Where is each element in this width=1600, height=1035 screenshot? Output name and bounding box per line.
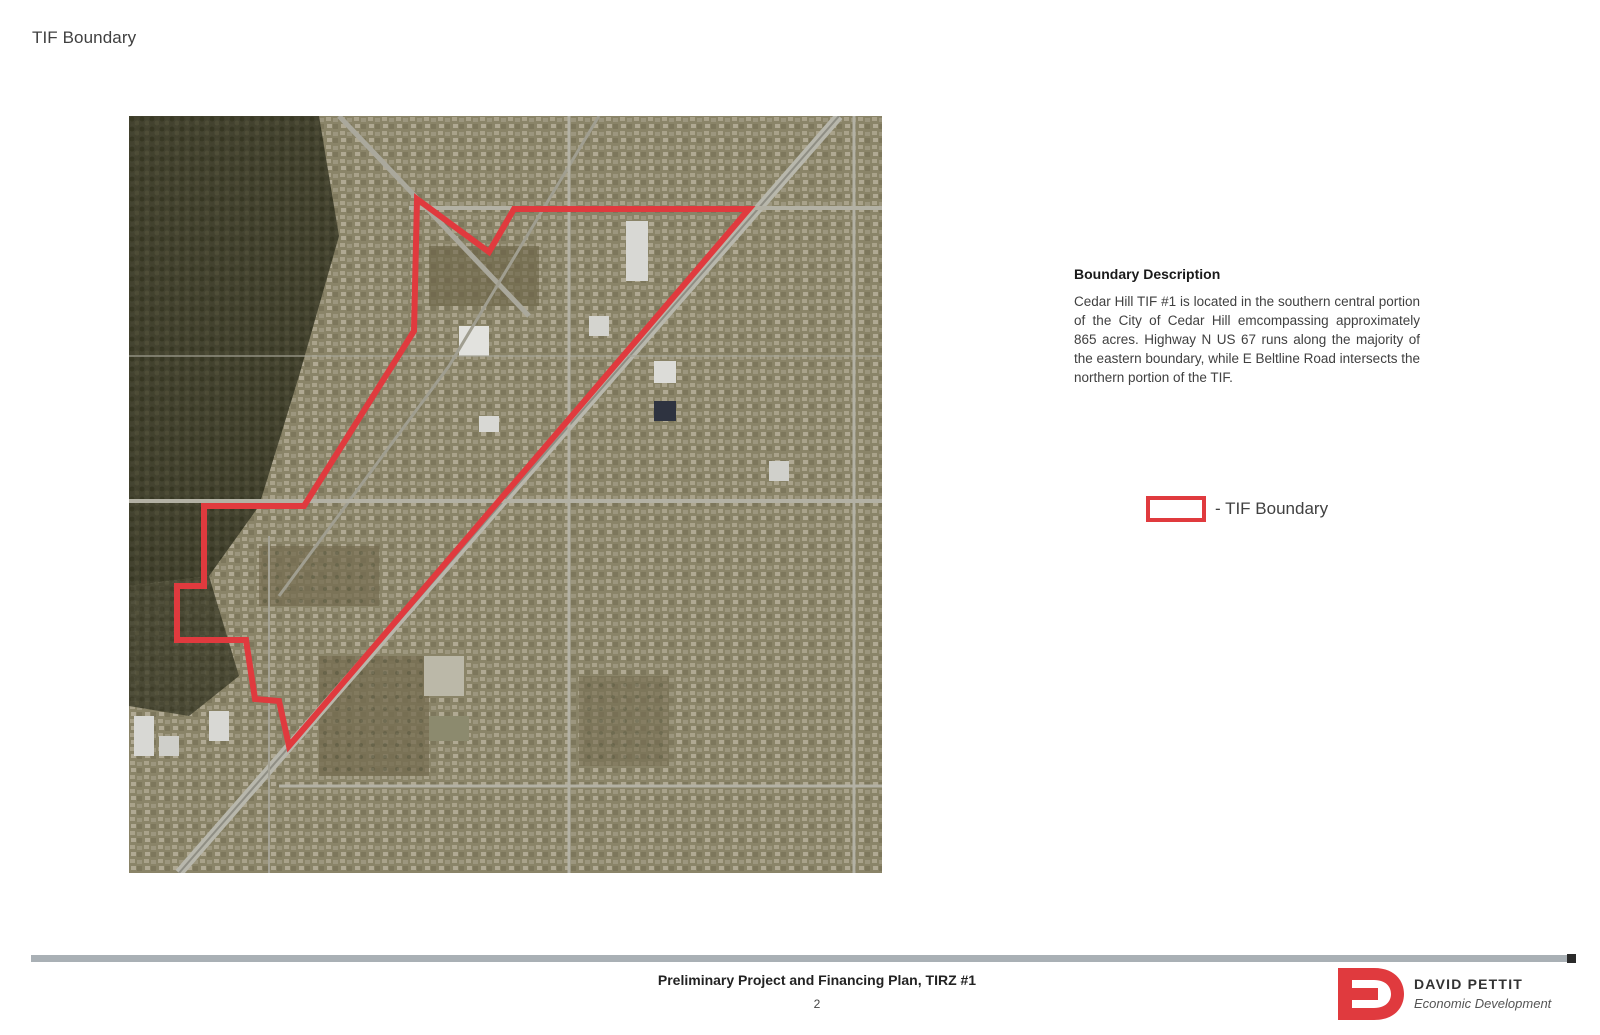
footer-divider — [31, 955, 1573, 962]
description-body: Cedar Hill TIF #1 is located in the southern central portion of the City of Cedar Hill emcompassing approximately 865 acres. Highway N US 67 runs along the majority of the eastern boundary, while E Beltline Road intersects the northern portion of the TIF. — [1074, 294, 1420, 385]
boundary-description — [1074, 266, 1420, 387]
map-legend — [1146, 496, 1328, 522]
footer-divider-end — [1567, 954, 1576, 963]
aerial-map[interactable] — [129, 116, 882, 873]
logo-subtitle: Economic Development — [1414, 996, 1552, 1011]
david-pettit-logo-icon — [1338, 968, 1404, 1020]
aerial-map-image — [129, 116, 882, 873]
legend-boundary-swatch — [1146, 496, 1206, 522]
logo-name: DAVID PETTIT — [1414, 976, 1524, 992]
page-number: 2 — [813, 997, 821, 1011]
legend-label: - TIF Boundary — [1215, 499, 1329, 518]
page-title: TIF Boundary — [32, 28, 137, 47]
footer-title: Preliminary Project and Financing Plan, TIRZ #1 — [657, 972, 977, 988]
description-heading: Boundary Description — [1074, 266, 1221, 282]
